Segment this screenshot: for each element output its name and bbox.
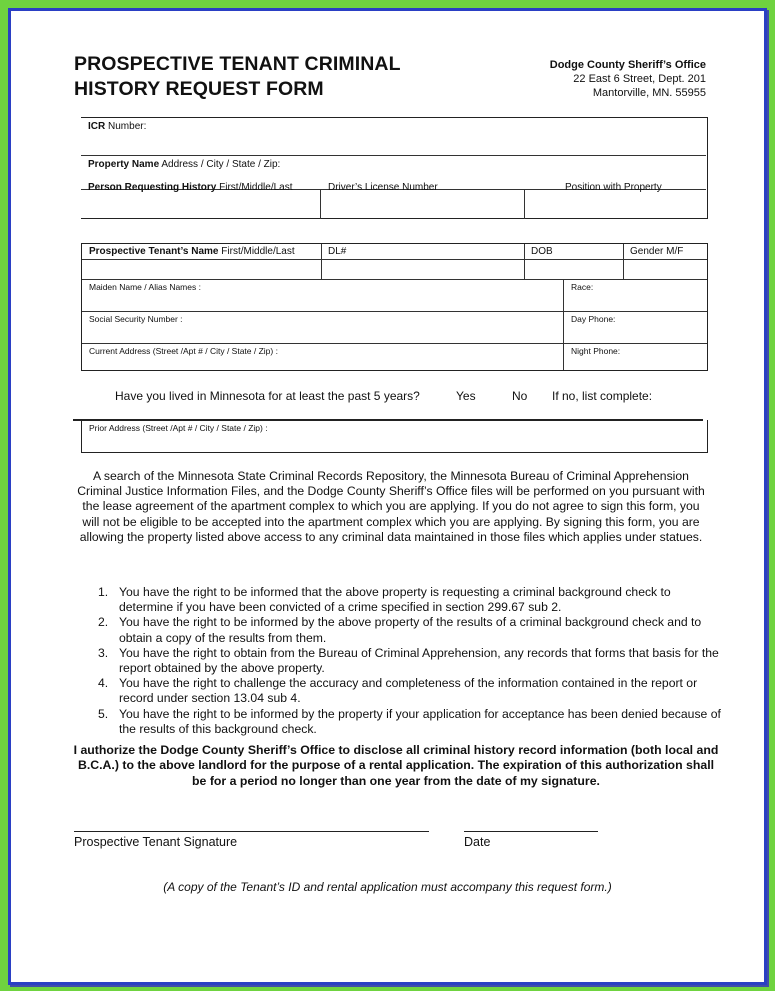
tenant-gender-field[interactable] [624,260,707,278]
position-label: Position with Property [565,182,662,193]
office-street: 22 East 6 Street, Dept. 201 [573,73,706,85]
requester-license-field[interactable] [321,190,523,218]
icr-number-label: ICR Number: [88,121,147,132]
tenant-dl-field[interactable] [322,260,523,278]
no-option[interactable]: No [512,389,528,403]
if-no-label: If no, list complete: [552,389,653,403]
office-address-block [550,58,706,100]
tenant-dob-field[interactable] [525,260,622,278]
current-address-label: Current Address (Street /Apt # / City / State / Zip) : [89,346,278,356]
maiden-name-label: Maiden Name / Alias Names : [89,282,201,292]
requester-position-field[interactable] [525,190,706,218]
minnesota-question: Have you lived in Minnesota for at least the past 5 years? [115,389,420,403]
date-label: Date [464,835,491,849]
authorization-statement: I authorize the Dodge County Sheriff’s Office to disclose all criminal history record information (both local and B.C.A.) to the above landlord for the purpose of a rental application. The expiration of this authorization shall be for a period no longer than one year from the date of my signature. [73,743,719,788]
office-name: Dodge County Sheriff’s Office [549,59,706,71]
right-item: 5. You have the right to be informed by the property if your application for acceptance has been denied because of the results of this background check. [98,706,721,736]
date-line[interactable] [464,831,598,832]
title-line-1: PROSPECTIVE TENANT CRIMINAL [74,53,401,75]
tenant-name-field[interactable] [82,260,320,278]
drivers-license-label: Driver’s License Number [328,182,438,193]
day-phone-label: Day Phone: [571,314,616,324]
search-disclosure-paragraph: A search of the Minnesota State Criminal Records Repository, the Minnesota Bureau of Criminal Apprehension Criminal Justice Information Files, and the Dodge County Sheriff’s Office files will be performed on you pursuant with the lease agreement of the apartment complex to which you are applying. If you do not agree to sign this form, you will not be eligible to be accepted into the apartment complex which you are applying. By signing this form, you are allowing the property listed above access to any criminal data maintained in those files which applies under statues. [77,469,705,544]
right-item: 3. You have the right to obtain from the Bureau of Criminal Apprehension, any records that forms that basis for the report obtained by the above property. [98,645,719,676]
right-item: 1. You have the right to be informed that the above property is requesting a criminal background check to determine if you have been convicted of a crime specified in section 299.67 sub 2. [98,585,671,615]
tenant-name-label: Prospective Tenant’s Name First/Middle/Last [89,246,295,257]
property-name-label: Property Name Address / City / State / Zip: [88,159,281,170]
dob-label: DOB [531,246,553,257]
form-title [74,52,401,102]
race-label: Race: [571,282,594,292]
right-item: 4. You have the right to challenge the accuracy and completeness of the information contained in the report or record under section 13.04 sub 4. [98,676,698,706]
footer-note: (A copy of the Tenant’s ID and rental application must accompany this request form.) [163,880,612,894]
gender-label: Gender M/F [630,246,684,257]
tenant-section [81,243,708,371]
requester-name-field[interactable] [81,190,319,218]
signature-line[interactable] [74,831,429,832]
prior-address-box[interactable] [81,420,708,453]
ssn-label: Social Security Number : [89,314,183,324]
person-requesting-label: Person Requesting History First/Middle/Last [88,182,293,193]
prior-address-label: Prior Address (Street /Apt # / City / State / Zip) : [89,423,268,433]
signature-label: Prospective Tenant Signature [74,835,238,849]
title-line-2: HISTORY REQUEST FORM [74,78,324,100]
office-city: Mantorville, MN. 55955 [592,87,706,99]
rights-list [81,585,721,737]
requester-section [81,117,708,219]
form-page [8,8,767,985]
yes-option[interactable]: Yes [456,389,476,403]
right-item: 2. You have the right to be informed by the above property of the results of a criminal background check and to obtain a copy of the results from them. [98,615,702,645]
dl-label: DL# [328,246,347,257]
night-phone-label: Night Phone: [571,346,621,356]
